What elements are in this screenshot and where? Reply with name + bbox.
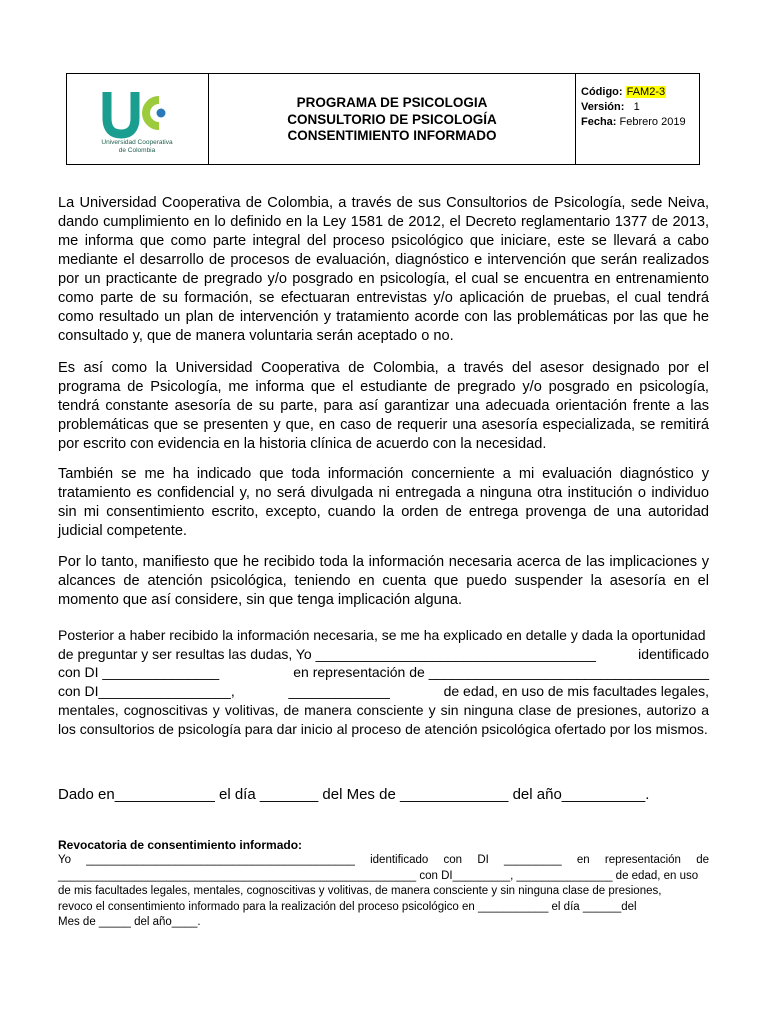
paragraph-3: También se me ha indicado que toda información concerniente a mi evaluación diagnóstico y tratamiento es confidencial y, no será divulgada ni entregada a ninguna otra institución o individuo sin mi consentimiento escrito, excepto, cuando la orden de entrega provenga de una autoridad judicial competente.	[58, 466, 709, 539]
rev-yo: Yo	[58, 854, 72, 866]
paragraph-4: Por lo tanto, manifiesto que he recibido toda la información necesaria acerca de las implicaciones y alcances de atención psicológica, teniendo en cuenta que puedo suspender la asesoría en el momento que así considere, sin que tenga implicación alguna.	[58, 554, 709, 608]
rev-line-5: Mes de _____ del año____.	[58, 916, 201, 928]
rev-line-3: de mis facultades legales, mentales, cognoscitivas y volitivas, de manera consciente y sin ninguna clase de presiones,	[58, 885, 662, 897]
p5-line-1-text: Posterior a haber recibido la información necesaria, se me ha explicado en detalle y dada la oportunidad	[58, 627, 706, 643]
title-line-1: PROGRAMA DE PSICOLOGIA	[296, 95, 488, 111]
rev-di-blank: _________	[504, 854, 562, 866]
title-line-3: CONSENTIMIENTO INFORMADO	[287, 128, 497, 144]
paragraph-1: La Universidad Cooperativa de Colombia, a través de sus Consultorios de Psicología, sede Neiva, dando cumplimiento en lo definido en la Ley 1581 de 2012, el Decreto reglamentario 1377 de 2013, me informa que como parte integral del proceso psicológico que iniciare, este se llevará a cabo mediante el desarrollo de procesos de evaluación, diagnóstico e intervención que serán realizados por un practicante de pregrado y/o posgrado en psicología, el cual se encuentra en entrenamiento como parte de su formación, se efectuaran entrevistas y/o aplicación de pruebas, el cual tendrá como resultado un plan de intervención y tratamiento acorde con las problemáticas por las que he consultado y, que de manera voluntaria serán aceptado o no.	[58, 195, 709, 344]
p5-rest: mentales, cognoscitivas y volitivas, de manera consciente y sin ninguna clase de presiones, autorizo a los consultorios de psicología para dar inicio al proceso de atención psicológica ofertado por los mismos.	[58, 701, 709, 737]
revocatoria-title: Revocatoria de consentimiento informado:	[58, 838, 303, 852]
rev-en: en	[576, 854, 590, 866]
revocatoria-body	[58, 853, 709, 931]
version-value: 1	[633, 101, 640, 113]
codigo-row	[581, 85, 699, 100]
logo-text: Universidad Cooperativa de Colombia	[101, 139, 173, 154]
p5-line-1	[58, 626, 709, 645]
title-line-2: CONSULTORIO DE PSICOLOGÍA	[287, 111, 497, 127]
version-label: Versión:	[581, 101, 625, 113]
rev-con: con	[443, 854, 463, 866]
dado-en-line: Dado en____________ el día _______ del Mes de _____________ del año__________.	[58, 786, 650, 803]
rev-line-2: ________________________________________________________ con DI_________, _______________ de edad, en uso	[58, 869, 699, 882]
p5-representacion-blank: en representación de ____________________________________	[293, 664, 709, 681]
p5-di-blank: con DI _______________	[58, 664, 220, 681]
logo-cell	[67, 74, 209, 164]
rev-de: de	[696, 854, 709, 866]
p5-di2-blank: con DI_________________,	[58, 683, 235, 700]
p5-identificado: identificado	[638, 645, 709, 662]
document-title	[209, 74, 576, 164]
p5-line-4	[58, 682, 709, 701]
document-meta	[576, 74, 699, 164]
version-row	[581, 100, 699, 115]
university-logo-icon	[87, 88, 187, 140]
paragraph-2: Es así como la Universidad Cooperativa de Colombia, a través del asesor designado por el programa de Psicología, me informa que el estudiante de pregrado y/o posgrado en psicología, tendrá constante asesoría de su parte, para así garantizar una adecuada orientación frente a las problemáticas que se presenten y que, en caso de requerir una asesoría especializada, se remitirá por escrito con evidencia en la historia clínica de acuerdo con la necesidad.	[58, 360, 709, 452]
rev-representacion: representación	[604, 854, 681, 866]
header-table	[66, 73, 700, 165]
paragraph-5	[58, 626, 709, 738]
p5-name-blank: de preguntar y ser resultas las dudas, Yo ____________________________________	[58, 645, 596, 662]
p5-line-2	[58, 645, 709, 664]
p5-age-blank: _____________	[288, 683, 390, 700]
rev-identificado: identificado	[370, 854, 429, 866]
fecha-label: Fecha:	[581, 116, 617, 128]
rev-line-1	[58, 853, 709, 869]
codigo-value: FAM2-3	[626, 86, 666, 98]
rev-line-4: revoco el consentimiento informado para la realización del proceso psicológico en ___________ el día ______del	[58, 900, 637, 913]
fecha-value: Febrero 2019	[619, 116, 686, 128]
rev-di: DI	[477, 854, 489, 866]
p5-line-3	[58, 663, 709, 682]
codigo-label: Código:	[581, 86, 623, 98]
fecha-row	[581, 115, 699, 130]
rev-name-blank: __________________________________________	[86, 854, 355, 866]
p5-line-4-text: de edad, en uso de mis facultades legales,	[443, 683, 709, 700]
